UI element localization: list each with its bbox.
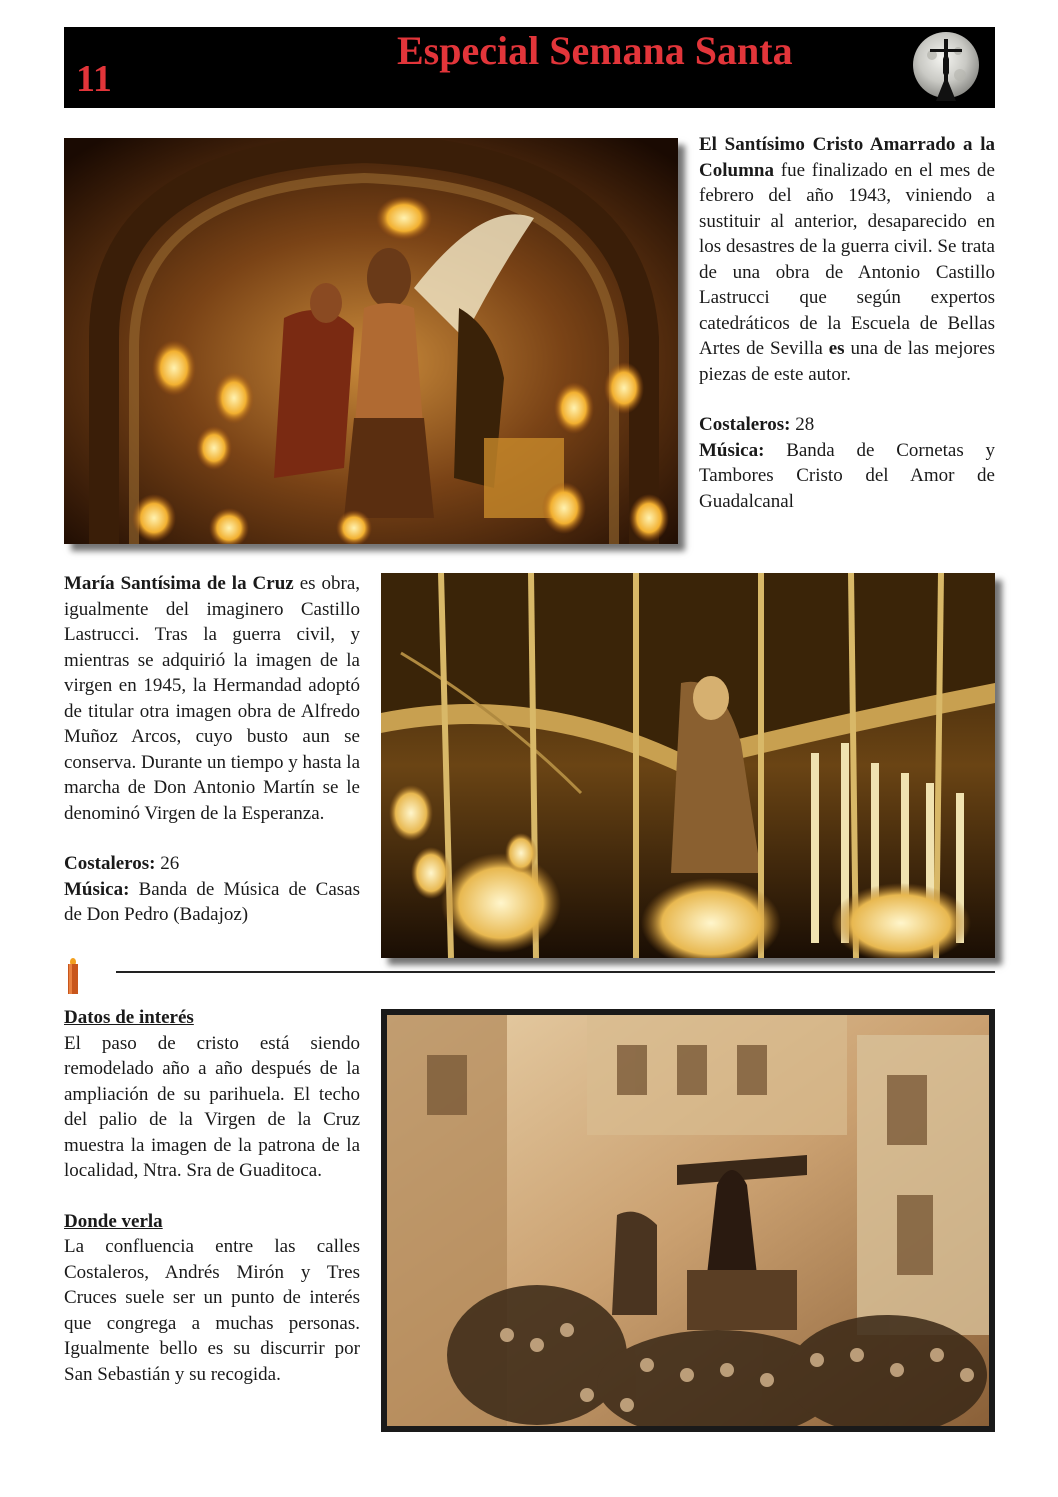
donde-heading: Donde verla (64, 1210, 163, 1232)
cristo-costaleros (699, 412, 995, 438)
virgen-name: María Santísima de la Cruz (64, 573, 294, 594)
cristo-text-block (699, 132, 995, 514)
virgen-text: es obra, igualmente del imaginero Castillo Lastrucci. Tras la guerra civil, y mientras se adquirió la imagen de la virgen en 1945, la Hermandad adoptó de titular otra imagen obra de Alfredo Muñoz Arcos, cuyo busto aun se conserva. Durante un tiempo y hasta la marcha de Don Antonio Martín se le denominó Virgen de la Esperanza. (64, 573, 360, 824)
virgen-musica (64, 877, 360, 928)
virgen-musica-label: Música: (64, 878, 130, 900)
datos-text: El paso de cristo está siendo remodelado año a año después de la ampliación de su parihuela. El techo del palio de la Virgen de la Cruz muestra la imagen de la patrona de la localidad, Ntra. Sra de Guaditoca. (64, 1032, 360, 1181)
virgen-photo (381, 573, 995, 958)
virgen-description (64, 571, 360, 826)
cristo-musica (699, 438, 995, 515)
cristo-costaleros-value: 28 (790, 414, 815, 435)
info-text-block (64, 1005, 360, 1387)
section-divider (116, 971, 995, 973)
page-number: 11 (76, 58, 112, 100)
virgen-musica-value: Banda de Música de Casas de Don Pedro (Badajoz) (64, 878, 360, 925)
virgen-text-block (64, 571, 360, 928)
cristo-name: El Santísimo Cristo Amarrado a la Columna (699, 134, 995, 181)
cristo-text-part1: fue finalizado en el mes de febrero del año 1943, viniendo a sustituir al anterior, desaparecido en los desastres de la guerra civil. Se trata de una obra de Antonio Castillo Lastrucci que según expertos catedráticos de la Escuela de Bellas Artes de Sevilla (699, 159, 995, 359)
cristo-description (699, 132, 995, 387)
virgen-costaleros-label: Costaleros: (64, 853, 156, 874)
virgen-costaleros-value: 26 (155, 853, 180, 874)
moon-crucifix-icon (910, 29, 982, 101)
virgen-costaleros (64, 851, 360, 877)
candle-icon (66, 958, 80, 994)
donde-text: La confluencia entre las calles Costaleros, Andrés Mirón y Tres Cruces suele ser un punto de interés que congrega a muchas personas. Igualmente bello es su discurrir por San Sebastián y su recogida. (64, 1236, 360, 1385)
page-header (64, 27, 995, 108)
cristo-text-part2: una de las mejores piezas de este autor. (699, 338, 996, 385)
cristo-photo (64, 138, 678, 544)
page-title: Especial Semana Santa (397, 28, 793, 73)
datos-heading: Datos de interés (64, 1007, 194, 1028)
cristo-es: es (828, 338, 845, 359)
cristo-costaleros-label: Costaleros: (699, 414, 791, 435)
historical-photo (381, 1009, 995, 1432)
cristo-musica-value: Banda de Cornetas y Tambores Cristo del Amor de Guadalcanal (699, 439, 995, 512)
cristo-musica-label: Música: (699, 439, 765, 461)
